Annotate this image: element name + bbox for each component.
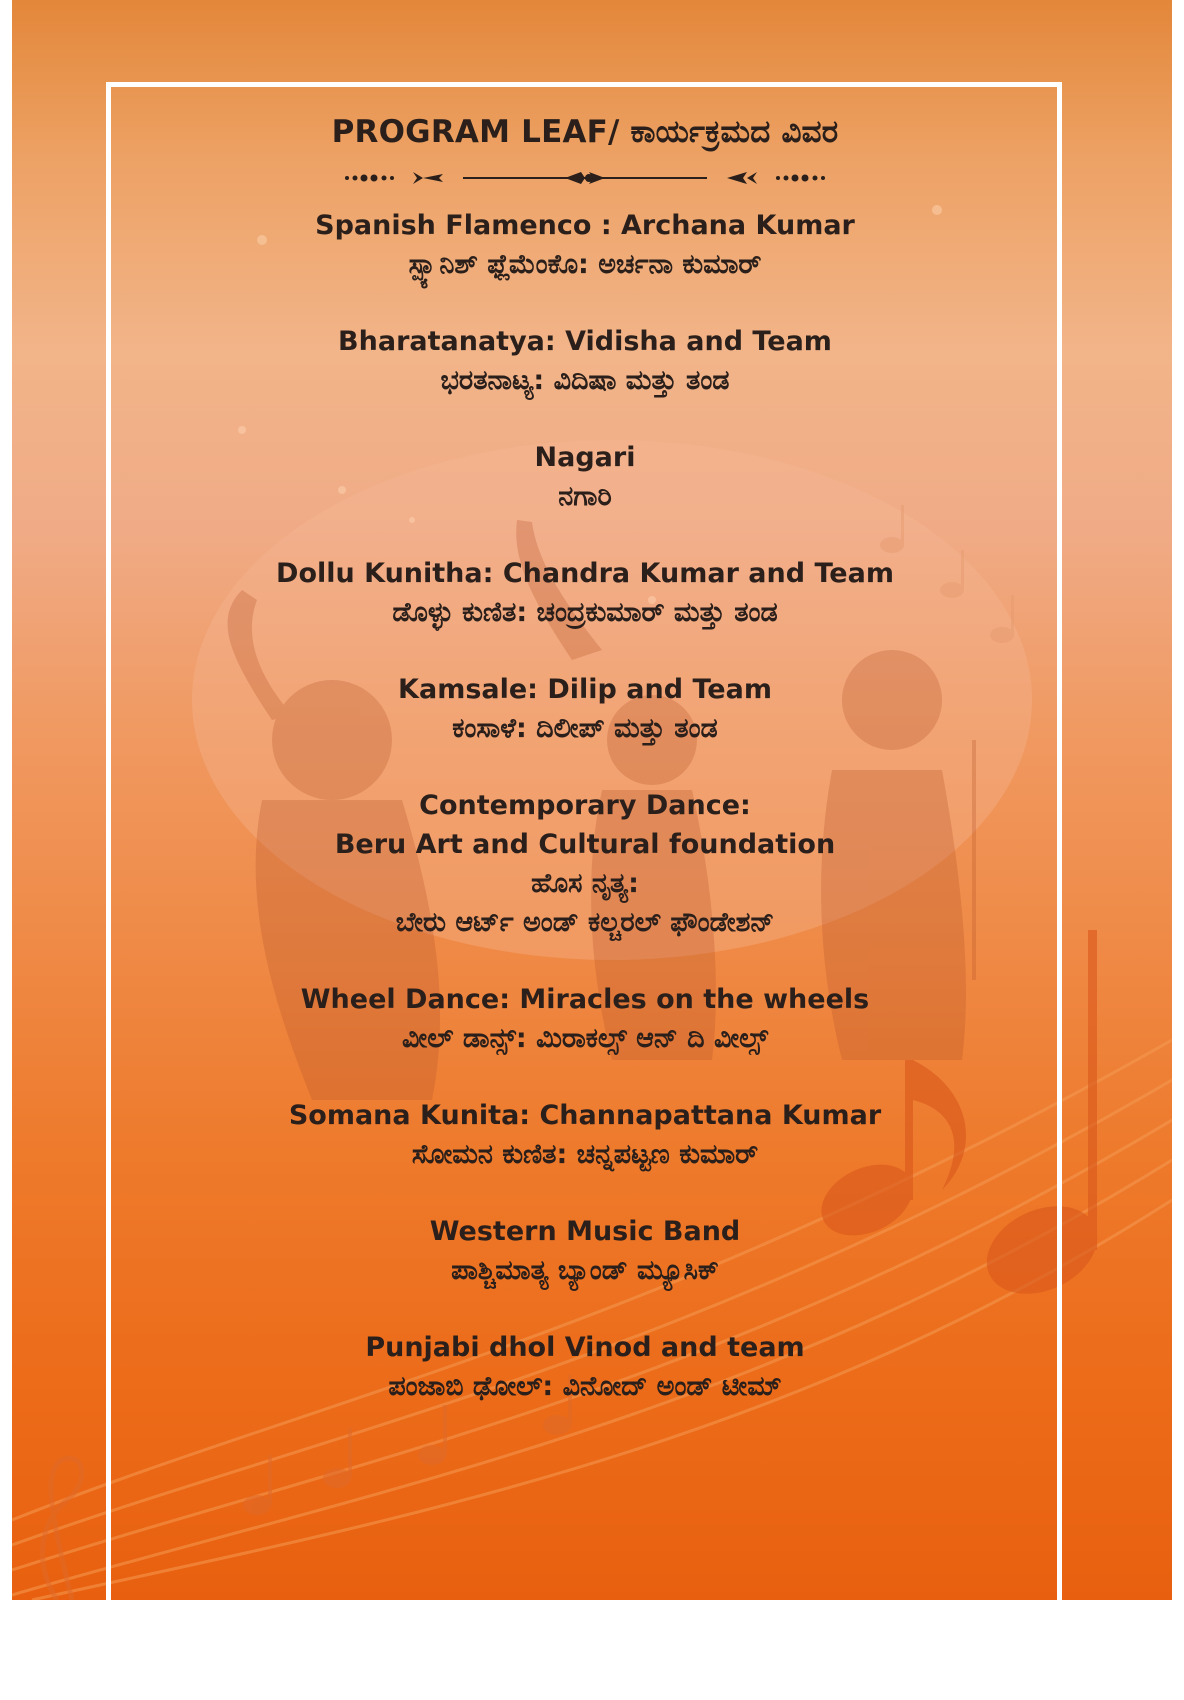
program-item-kamsale [112, 670, 1058, 748]
program-list [112, 206, 1058, 1406]
program-line: ಹೊಸ ನೃತ್ಯ: [531, 868, 639, 899]
program-item-punjabi-dhol [112, 1328, 1058, 1406]
program-line: ಪಾಶ್ಚಿಮಾತ್ಯ ಬ್ಯಾಂಡ್ ಮ್ಯೂಸಿಕ್ [451, 1255, 719, 1286]
program-line: ಡೊಳ್ಳು ಕುಣಿತ: ಚಂದ್ರಕುಮಾರ್ ಮತ್ತು ತಂಡ [392, 597, 778, 628]
program-content [112, 110, 1058, 1444]
program-line: Spanish Flamenco : Archana Kumar [315, 210, 855, 241]
program-line: Punjabi dhol Vinod and team [365, 1332, 805, 1363]
program-line: ಭರತನಾಟ್ಯ: ವಿದಿಷಾ ಮತ್ತು ತಂಡ [440, 365, 730, 396]
program-line: Somana Kunita: Channapattana Kumar [288, 1100, 882, 1131]
program-item-bharatanatya [112, 322, 1058, 400]
program-line: ಸೋಮನ ಕುಣಿತ: ಚನ್ನಪಟ್ಟಣ ಕುಮಾರ್ [411, 1139, 759, 1170]
program-item-flamenco [112, 206, 1058, 284]
program-line: Dollu Kunitha: Chandra Kumar and Team [276, 558, 894, 589]
program-line: Bharatanatya: Vidisha and Team [338, 326, 832, 357]
program-item-contemporary-dance [112, 786, 1058, 942]
program-item-dollu-kunitha [112, 554, 1058, 632]
program-line: ನಗಾರಿ [558, 481, 612, 512]
program-line: Contemporary Dance: [419, 790, 751, 821]
program-line: Wheel Dance: Miracles on the wheels [300, 984, 870, 1015]
program-line: Western Music Band [429, 1216, 741, 1247]
program-item-wheel-dance [112, 980, 1058, 1058]
program-line: Beru Art and Cultural foundation [334, 829, 836, 860]
program-item-somana-kunita [112, 1096, 1058, 1174]
program-line: Nagari [534, 442, 636, 473]
program-line: ಕಂಸಾಳೆ: ದಿಲೀಪ್ ಮತ್ತು ತಂಡ [452, 713, 718, 744]
program-item-western-music-band [112, 1212, 1058, 1290]
page-title: PROGRAM LEAF/ ಕಾರ್ಯಕ್ರಮದ ವಿವರ [331, 114, 839, 150]
program-line: ಬೇರು ಆರ್ಟ್ ಅಂಡ್ ಕಲ್ಚರಲ್ ಫೌಂಡೇಶನ್ [395, 907, 775, 938]
program-item-nagari [112, 438, 1058, 516]
ornamental-divider-icon [335, 164, 835, 192]
program-line: Kamsale: Dilip and Team [398, 674, 772, 705]
program-line: ಸ್ಪ್ಯಾನಿಶ್ ಫ್ಲೆಮೆಂಕೊ: ಅರ್ಚನಾ ಕುಮಾರ್ [408, 249, 762, 280]
program-line: ಪಂಜಾಬಿ ಢೋಲ್: ವಿನೋದ್ ಅಂಡ್ ಟೀಮ್ [388, 1371, 782, 1402]
program-line: ವೀಲ್ ಡಾನ್ಸ್: ಮಿರಾಕಲ್ಸ್ ಆನ್ ದಿ ವೀಲ್ಸ್ [402, 1023, 768, 1054]
